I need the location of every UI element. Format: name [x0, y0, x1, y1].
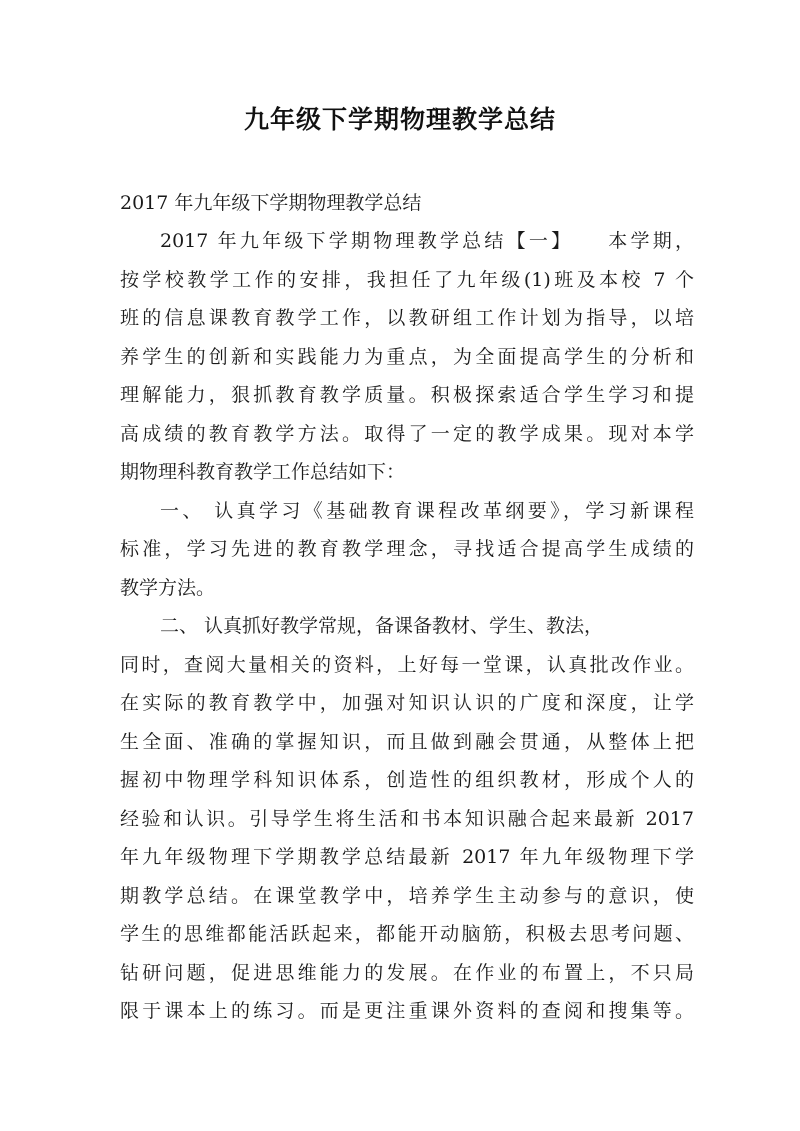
body-line: 同时，查阅大量相关的资料，上好每一堂课，认真批改作业。	[120, 653, 694, 676]
document-body	[120, 222, 694, 1031]
body-line: 钻研问题，促进思维能力的发展。在作业的布置上，不只局	[120, 961, 694, 984]
body-line: 学生的思维都能活跃起来，都能开动脑筋，积极去思考问题、	[120, 923, 694, 945]
body-line: 限于课本上的练习。而是更注重课外资料的查阅和搜集等。	[120, 1000, 694, 1022]
document-title: 九年级下学期物理教学总结	[243, 105, 556, 134]
body-line: 在实际的教育教学中，加强对知识认识的广度和深度，让学	[120, 692, 694, 714]
body-line: 年九年级物理下学期教学总结最新 2017 年九年级物理下学	[120, 846, 694, 868]
body-line: 握初中物理学科知识体系，创造性的组织教材，形成个人的	[120, 769, 694, 791]
body-line: 一、 认真学习《基础教育课程改革纲要》，学习新课程	[160, 499, 694, 522]
body-line: 高成绩的教育教学方法。取得了一定的教学成果。现对本学	[120, 422, 694, 445]
document-subtitle: 2017 年九年级下学期物理教学总结	[120, 192, 422, 214]
body-line: 生全面、准确的掌握知识，而且做到融会贯通，从整体上把	[120, 730, 694, 753]
body-line: 期教学总结。在课堂教学中，培养学生主动参与的意识，使	[120, 884, 694, 907]
body-line: 经验和认识。引导学生将生活和书本知识融合起来最新 2017	[120, 807, 694, 830]
body-line: 教学方法。	[120, 576, 216, 599]
body-line: 期物理科教育教学工作总结如下：	[120, 461, 406, 483]
body-line: 养学生的创新和实践能力为重点，为全面提高学生的分析和	[120, 345, 694, 368]
body-line: 理解能力，狠抓教育教学质量。积极探索适合学生学习和提	[120, 384, 694, 406]
body-line: 按学校教学工作的安排，我担任了九年级(1)班及本校 7 个	[120, 268, 694, 291]
body-line: 班的信息课教育教学工作，以教研组工作计划为指导，以培	[120, 307, 694, 329]
body-line: 2017 年九年级下学期物理教学总结【一】 本学期，	[160, 230, 694, 252]
body-line: 二、 认真抓好教学常规，备课备教材、学生、教法，	[160, 615, 604, 637]
body-line: 标准，学习先进的教育教学理念，寻找适合提高学生成绩的	[120, 538, 694, 560]
